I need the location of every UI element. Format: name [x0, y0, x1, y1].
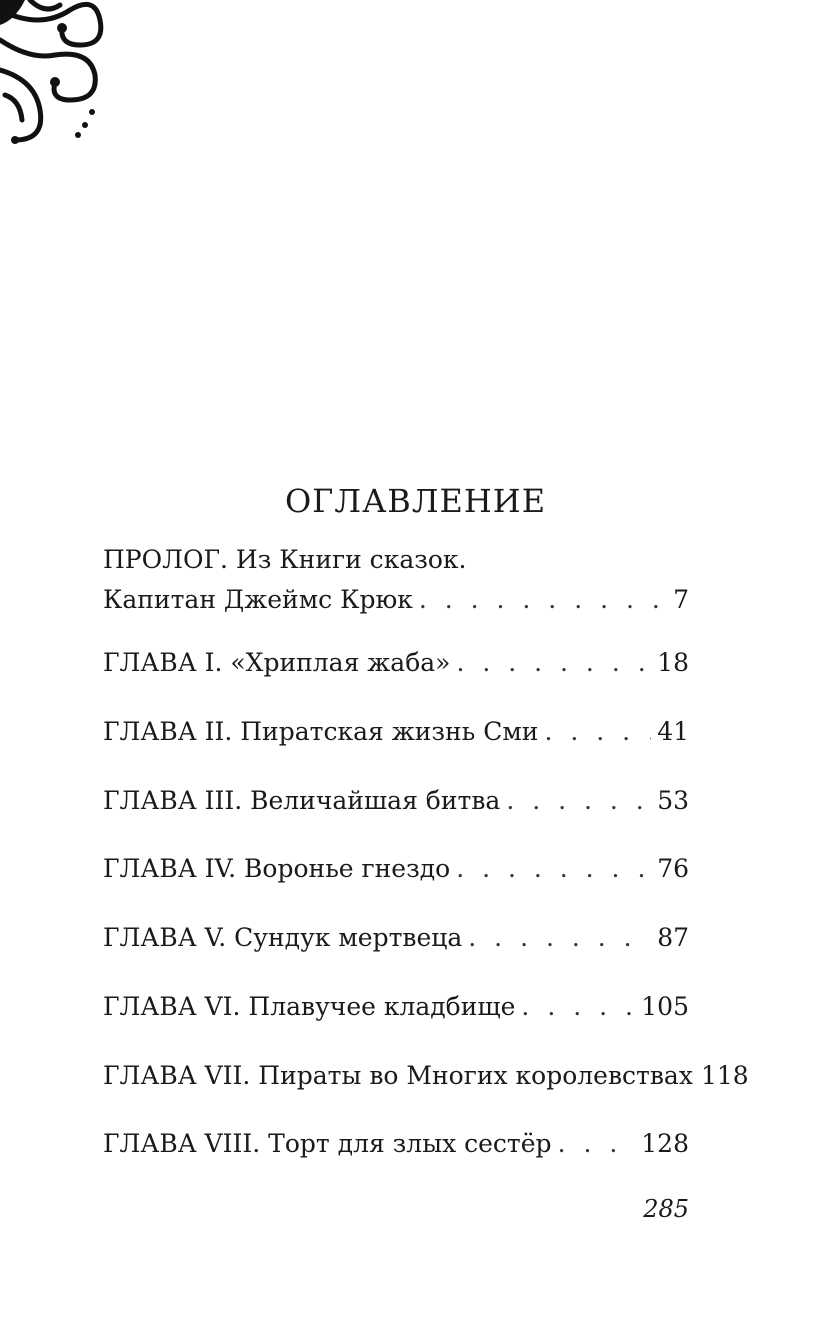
- toc-dot-leader: [521, 992, 635, 1021]
- toc-dot-leader: [558, 1129, 636, 1158]
- toc-entry-label: Капитан Джеймс Крюк: [103, 585, 413, 614]
- toc-entry: [103, 1129, 689, 1169]
- toc-dot-leader: [468, 923, 651, 952]
- toc-entry-label: ГЛАВА V. Сундук мертвеца: [103, 923, 463, 952]
- toc-dot-leader: [544, 717, 651, 746]
- toc-entry-page: 18: [657, 648, 689, 677]
- toc-entry-label: ГЛАВА VII. Пираты во Многих королевствах: [103, 1061, 693, 1090]
- toc-entry-label-line1: ПРОЛОГ. Из Книги сказок.: [103, 545, 467, 574]
- toc-entry: [103, 717, 689, 757]
- floral-ornament-icon: [0, 0, 110, 145]
- toc-dot-leader: [419, 585, 667, 614]
- toc-dot-leader: [506, 786, 651, 815]
- toc-entry-page: 105: [641, 992, 689, 1021]
- toc-entry: [103, 786, 689, 826]
- toc-entry-page: 7: [673, 585, 689, 614]
- toc-entry-page: 118: [700, 1061, 749, 1090]
- page-number: 285: [643, 1195, 689, 1223]
- toc-entry-page: 53: [657, 786, 689, 815]
- toc-entry-page: 76: [657, 854, 689, 883]
- page-title: ОГЛАВЛЕНИЕ: [284, 482, 547, 520]
- toc-entry: [103, 923, 689, 963]
- toc-entry-label: ГЛАВА IV. Воронье гнездо: [103, 854, 451, 883]
- toc-entry: [103, 1061, 749, 1101]
- toc-entry-prologue: [103, 545, 689, 625]
- toc-dot-leader: [456, 648, 651, 677]
- toc-entry-page: 87: [657, 923, 689, 952]
- toc-entry-page: 128: [641, 1129, 689, 1158]
- toc-entry-label: ГЛАВА VI. Плавучее кладбище: [103, 992, 516, 1021]
- toc-entry: [103, 854, 689, 894]
- toc-entry-label: ГЛАВА VIII. Торт для злых сестёр: [103, 1129, 552, 1158]
- toc-entry-label: ГЛАВА I. «Хриплая жаба»: [103, 648, 451, 677]
- toc-entry-label: ГЛАВА III. Величайшая битва: [103, 786, 501, 815]
- toc-entry-label: ГЛАВА II. Пиратская жизнь Сми: [103, 717, 539, 746]
- toc-entry-page: 41: [657, 717, 689, 746]
- toc-dot-leader: [456, 854, 651, 883]
- toc-entry: [103, 648, 689, 688]
- toc-entry: [103, 992, 689, 1032]
